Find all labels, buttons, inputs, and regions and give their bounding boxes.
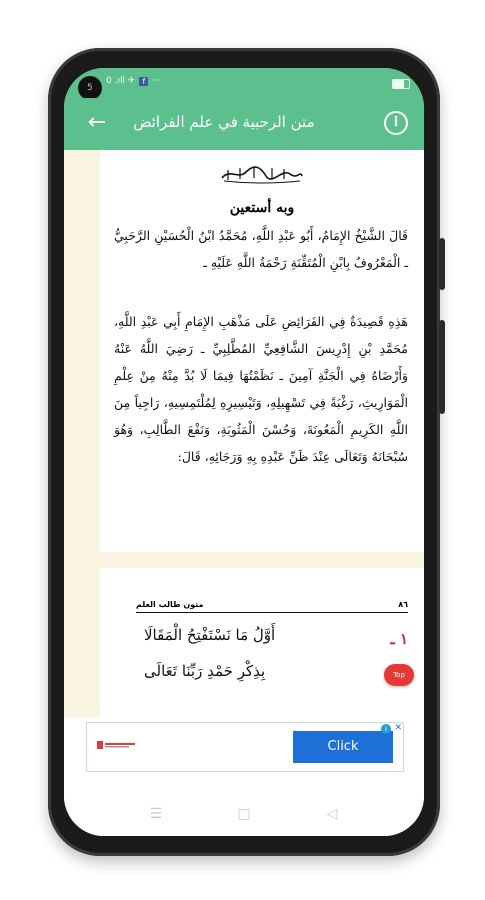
signal-indicators: 0 .ıll ✈ <box>106 76 136 86</box>
volume-button <box>439 238 445 290</box>
system-nav-bar <box>64 796 424 836</box>
ad-banner[interactable] <box>86 722 404 772</box>
screen <box>64 68 424 836</box>
status-indicators <box>106 76 161 86</box>
running-header <box>136 598 408 613</box>
nav-back-icon[interactable]: ◁ <box>326 806 338 822</box>
advertiser-logo <box>97 739 137 751</box>
intro-paragraph: قَالَ الشَّيْخُ الإِمَامُ، أَبُو عَبْدِ اللَّهِ، مُحَمَّدُ ابْنُ الْحُسَيْنِ الرَّحَبِيُّ ـ الْمَعْرُوفُ بِابْنِ الْمُتَقِّنَةِ رَحْمَةُ اللَّهِ عَلَيْهِ ـ <box>114 228 408 270</box>
status-bar <box>64 68 424 98</box>
ad-click-button[interactable]: Click <box>293 731 393 763</box>
scroll-top-button[interactable]: Top <box>384 664 414 686</box>
ad-area <box>64 718 424 796</box>
home-icon[interactable]: □ <box>237 806 251 822</box>
book-page <box>100 568 424 718</box>
power-button <box>439 320 445 414</box>
page-number: ٨٦ <box>398 600 408 609</box>
phone-frame <box>48 48 440 856</box>
arrow-back-icon[interactable]: ← <box>87 110 107 135</box>
app-bar <box>64 98 424 150</box>
recent-apps-icon[interactable]: ☰ <box>149 806 163 822</box>
preface-paragraph: هَذِهِ قَصِيدَةٌ فِي الفَرَائِضِ عَلَى مَذْهَبِ الإِمَامِ أَبِي عَبْدِ اللَّهِ، مُحَمَّدِ بْنِ إِدْرِيسَ الشَّافِعِيِّ المُطَّلِبِيِّ ـ رَضِيَ اللَّهُ عَنْهُ وَأَرْضَاهُ فِي الْجَنَّةِ آمِينَ ـ نَظَمْتُهَا فِيمَا لَا بُدَّ مِنْهُ مِنْ عِلْمِ الْمَوَارِيثِ، رَغْبَةً فِي تَسْهِيلِهِ، وَتَيْسِيرِهِ لِمُلْتَمِسِيهِ، رَاجِياً مِنَ اللَّهِ الكَرِيمِ الْمَعُونَةَ، وَحُسْنَ الْمَثُوبَةِ، وَنَفْعَ الطَّالِبِ، وَهُوَ سُبْحَانَهُ وَتَعَالَى عِنْدَ ظَنِّ عَبْدِهِ بِهِ وَرَجَائِهِ، قَالَ: <box>114 314 408 464</box>
more-notifications-icon: ··· <box>152 76 161 86</box>
battery-icon <box>392 79 410 89</box>
book-page <box>100 150 424 552</box>
page-heading: وبه أستعين <box>229 200 295 216</box>
front-camera: 5 <box>78 76 102 100</box>
ad-close-icon[interactable]: ✕ <box>394 723 402 733</box>
app-title: متن الرحبية في علم الفرائض <box>133 113 315 131</box>
verse-line: أَوَّلُ مَا نَسْتَفْتِحُ الْمَقَالَا <box>144 626 276 644</box>
book-reader[interactable] <box>64 150 424 718</box>
facebook-notification-icon: f <box>139 77 148 86</box>
verse-number: ١ ـ <box>390 630 408 648</box>
info-icon[interactable]: i <box>384 111 408 135</box>
running-title: متون طالب العلم <box>136 600 204 609</box>
bismillah-calligraphy <box>220 162 304 184</box>
ad-info-icon[interactable]: i <box>381 724 391 734</box>
verse-line: بِذِكْرِ حَمْدِ رَبِّنَا تَعَالَى <box>144 662 266 680</box>
